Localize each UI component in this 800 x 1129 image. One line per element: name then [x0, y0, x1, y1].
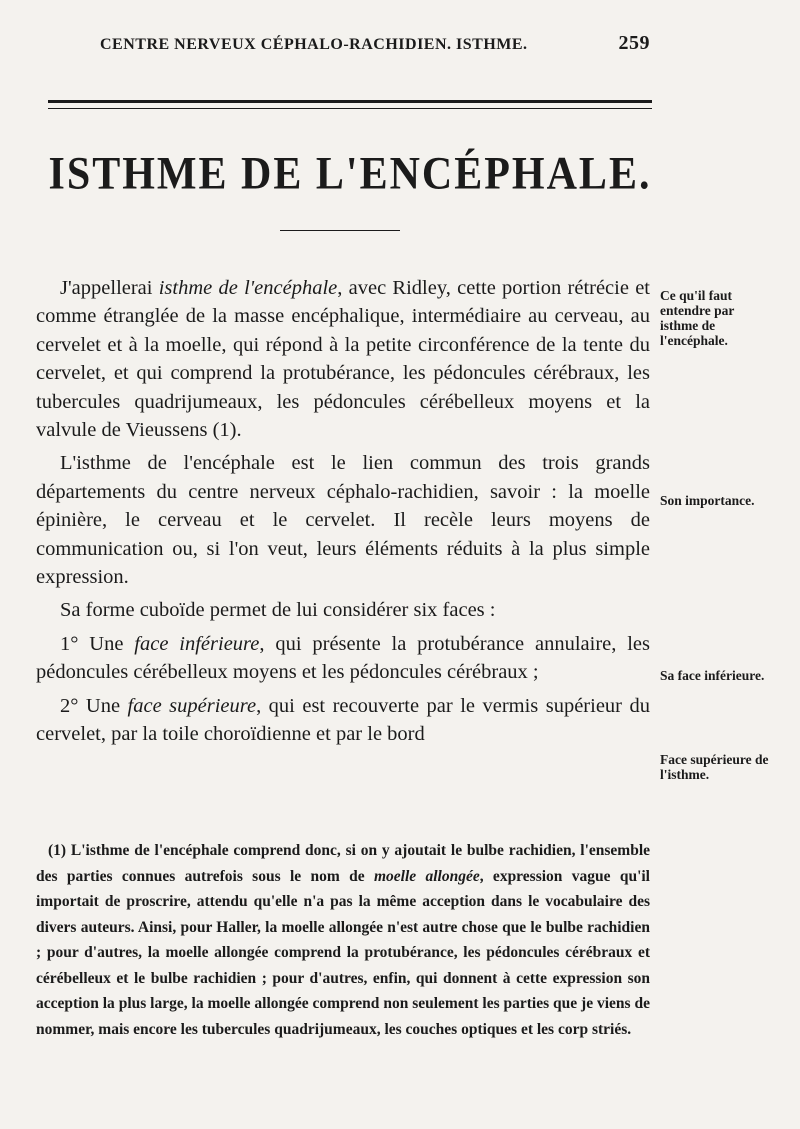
margin-note-superior-face: Face supérieure de l'isthme.: [660, 752, 769, 782]
paragraph-importance: L'isthme de l'encéphale est le lien commun des trois grands départements du centre nerveux céphalo-rachidien, savoir : la moelle épinière, le cerveau et le cervelet. Il recèle leurs moyens de communication ou, si l'on veut, leurs éléments réduits à la plus simple expression.: [36, 452, 650, 589]
margin-note-importance: Son importance.: [660, 493, 755, 508]
chapter-title: ISTHME DE L'ENCÉPHALE.: [48, 148, 652, 200]
paragraph-six-faces: Sa forme cuboïde permet de lui considérer six faces :: [60, 599, 496, 622]
paragraph-definition: J'appellerai isthme de l'encéphale, avec Ridley, cette portion rétrécie et comme étranglée de la masse encéphalique, intermédiaire au cerveau, au cervelet et à la moelle, qui répond à la petite circonférence de la tente du cervelet, et qui comprend la protubérance, les pédoncules cérébraux, les tubercules quadrijumeaux, les pédoncules cérébelleux moyens et la valvule de Vieussens (1).: [36, 277, 650, 442]
main-text: [36, 274, 650, 754]
header-rule-thin: [48, 108, 652, 109]
margin-note-inferior-face: Sa face inférieure.: [660, 668, 765, 683]
title-divider: [280, 230, 400, 231]
running-header: [100, 32, 660, 55]
paragraph-inferior-face: 1° Une face inférieure, qui présente la protubérance annulaire, les pédoncules cérébelleux moyens et les pédoncules cérébraux ;: [36, 632, 650, 684]
margin-note-definition: Ce qu'il faut entendre par isthme de l'encéphale.: [660, 288, 735, 348]
paragraph-superior-face: 2° Une face supérieure, qui est recouverte par le vermis supérieur du cervelet, par la toile choroïdienne et par le bord: [36, 694, 650, 746]
page-number: 259: [618, 32, 650, 54]
running-title: CENTRE NERVEUX CÉPHALO-RACHIDIEN. ISTHME.: [100, 36, 528, 53]
footnote: (1) L'isthme de l'encéphale comprend donc, si on y ajoutait le bulbe rachidien, l'ensemble des parties connues autrefois sous le nom de moelle allongée, expression vague qu'il importait de proscrire, attendu qu'elle n'a pas la même acception dans le vocabulaire des divers auteurs. Ainsi, pour Haller, la moelle allongée n'est autre chose que le bulbe rachidien ; pour d'autres, la moelle allongée comprend la protubérance, les pédoncules cérébraux et cérébelleux et le bulbe rachidien ; pour d'autres, enfin, qui donnent à cette expression son acception la plus large, la moelle allongée comprend non seulement les parties que je viens de nommer, mais encore les tubercules quadrijumeaux, les couches optiques et les corp striés.: [36, 842, 650, 1038]
header-rule-thick: [48, 100, 652, 103]
